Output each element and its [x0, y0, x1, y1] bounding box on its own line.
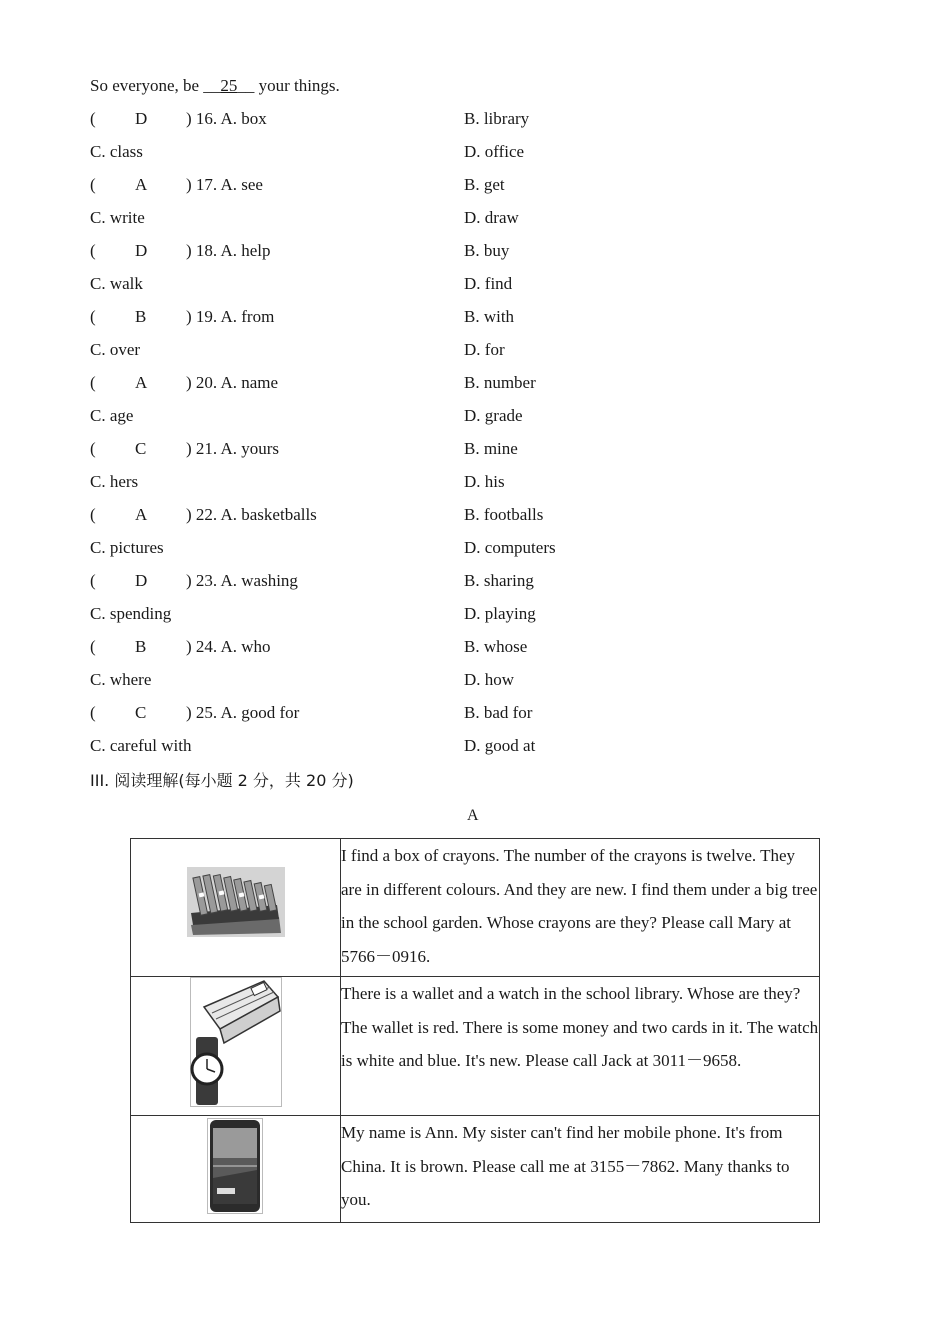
- question-number-option-a: [186, 570, 298, 592]
- question-number: 19.: [195, 307, 218, 326]
- notice-text: There is a wallet and a watch in the school library. Whose are they? The wallet is red. There is some money and two cards in it. The watch is white and blue. It's new. Please call Jack at 3011－9658.: [341, 977, 820, 1116]
- option-c: C. over: [90, 340, 141, 359]
- option-b: B. with: [464, 307, 515, 326]
- notice-image-cell: [131, 977, 341, 1116]
- question-number: 22.: [195, 505, 218, 524]
- option-b: B. sharing: [464, 571, 534, 590]
- paren-open: (: [90, 373, 96, 392]
- option-c: C. spending: [90, 604, 172, 623]
- option-a: A. good for: [220, 703, 300, 722]
- option-c: C. write: [90, 208, 145, 227]
- option-d: D. for: [464, 340, 505, 359]
- option-a: A. name: [220, 373, 279, 392]
- option-d: D. office: [464, 142, 525, 161]
- option-b: B. footballs: [464, 505, 544, 524]
- option-b: B. whose: [464, 637, 528, 656]
- answer-letter: A: [135, 373, 148, 392]
- passage-label: A: [467, 807, 479, 824]
- paren-open: (: [90, 571, 96, 590]
- answer-letter: B: [135, 307, 147, 326]
- paren-open: (: [90, 109, 96, 128]
- notice-row: [131, 839, 820, 977]
- paren-open: (: [90, 241, 96, 260]
- option-c: C. where: [90, 670, 152, 689]
- question-number-option-a: [186, 504, 317, 526]
- question-row-continued: [90, 405, 523, 427]
- option-d: D. grade: [464, 406, 523, 425]
- wallet-watch-image: [190, 977, 282, 1107]
- question-number: 20.: [195, 373, 218, 392]
- option-d: D. how: [464, 670, 515, 689]
- paren-open: (: [90, 703, 96, 722]
- paren-open: (: [90, 505, 96, 524]
- crayons-image: [187, 867, 285, 937]
- option-d: D. find: [464, 274, 513, 293]
- option-b: B. buy: [464, 241, 510, 260]
- question-row-continued: [90, 471, 505, 493]
- paren-open: (: [90, 175, 96, 194]
- answer-letter: D: [135, 571, 148, 590]
- option-b: B. number: [464, 373, 536, 392]
- option-d: D. good at: [464, 736, 536, 755]
- paren-close: ): [186, 703, 192, 722]
- question-row-continued: [90, 141, 525, 163]
- answer-letter: A: [135, 505, 148, 524]
- answer-letter: B: [135, 637, 147, 656]
- question-number-option-a: [186, 636, 271, 658]
- question-number: 23.: [195, 571, 218, 590]
- option-a: A. from: [220, 307, 275, 326]
- notice-row: [131, 1116, 820, 1223]
- notice-row: [131, 977, 820, 1116]
- paren-close: ): [186, 505, 192, 524]
- mobile-phone-image: [207, 1118, 263, 1214]
- option-c: C. careful with: [90, 736, 192, 755]
- paren-open: (: [90, 637, 96, 656]
- option-a: A. help: [220, 241, 271, 260]
- option-c: C. hers: [90, 472, 139, 491]
- option-a: A. washing: [220, 571, 298, 590]
- paren-close: ): [186, 307, 192, 326]
- option-d: D. his: [464, 472, 505, 491]
- question-number: 17.: [195, 175, 218, 194]
- answer-letter: D: [135, 241, 148, 260]
- option-c: C. pictures: [90, 538, 164, 557]
- notice-text: I find a box of crayons. The number of the crayons is twelve. They are in different colours. And they are new. I find them under a big tree in the school garden. Whose crayons are they? Please call Mary at 5766－0916.: [341, 839, 820, 977]
- notice-image-cell: [131, 839, 341, 977]
- option-a: A. yours: [220, 439, 280, 458]
- option-a: A. basketballs: [220, 505, 317, 524]
- question-row-continued: [90, 537, 556, 559]
- intro-after: __ your things.: [237, 76, 340, 95]
- section-heading: III. 阅读理解(每小题 2 分，共 20 分): [90, 771, 354, 790]
- paren-close: ): [186, 241, 192, 260]
- question-number-option-a: [186, 372, 278, 394]
- option-c: C. class: [90, 142, 143, 161]
- option-b: B. library: [464, 109, 530, 128]
- paren-open: (: [90, 439, 96, 458]
- option-c: C. age: [90, 406, 134, 425]
- paren-open: (: [90, 307, 96, 326]
- paren-close: ): [186, 109, 192, 128]
- answer-letter: C: [135, 439, 147, 458]
- intro-blank: 25: [220, 76, 238, 95]
- option-b: B. get: [464, 175, 505, 194]
- answer-letter: D: [135, 109, 148, 128]
- option-b: B. bad for: [464, 703, 533, 722]
- question-row-continued: [90, 273, 513, 295]
- question-number: 16.: [195, 109, 218, 128]
- paren-close: ): [186, 637, 192, 656]
- notice-table: [130, 838, 820, 1223]
- question-number-option-a: [186, 174, 263, 196]
- answer-letter: C: [135, 703, 147, 722]
- option-b: B. mine: [464, 439, 518, 458]
- question-number: 18.: [195, 241, 218, 260]
- question-number-option-a: [186, 702, 299, 724]
- question-row-continued: [90, 603, 536, 625]
- option-a: A. box: [220, 109, 267, 128]
- question-number: 24.: [195, 637, 218, 656]
- paren-close: ): [186, 571, 192, 590]
- notice-text: My name is Ann. My sister can't find her mobile phone. It's from China. It is brown. Please call me at 3155－7862. Many thanks to you.: [341, 1116, 820, 1223]
- question-row-continued: [90, 207, 519, 229]
- paren-close: ): [186, 175, 192, 194]
- question-row-continued: [90, 735, 536, 757]
- option-a: A. who: [220, 637, 271, 656]
- paren-close: ): [186, 373, 192, 392]
- option-d: D. computers: [464, 538, 556, 557]
- question-number-option-a: [186, 438, 279, 460]
- option-a: A. see: [220, 175, 263, 194]
- question-number: 25.: [195, 703, 218, 722]
- option-d: D. draw: [464, 208, 519, 227]
- intro-before: So everyone, be __: [90, 76, 221, 95]
- intro-line: [90, 75, 340, 97]
- question-row-continued: [90, 339, 505, 361]
- question-number-option-a: [186, 240, 271, 262]
- paren-close: ): [186, 439, 192, 458]
- notice-image-cell: [131, 1116, 341, 1223]
- question-number: 21.: [195, 439, 218, 458]
- option-d: D. playing: [464, 604, 536, 623]
- answer-letter: A: [135, 175, 148, 194]
- question-number-option-a: [186, 306, 274, 328]
- question-number-option-a: [186, 108, 267, 130]
- question-row-continued: [90, 669, 515, 691]
- option-c: C. walk: [90, 274, 143, 293]
